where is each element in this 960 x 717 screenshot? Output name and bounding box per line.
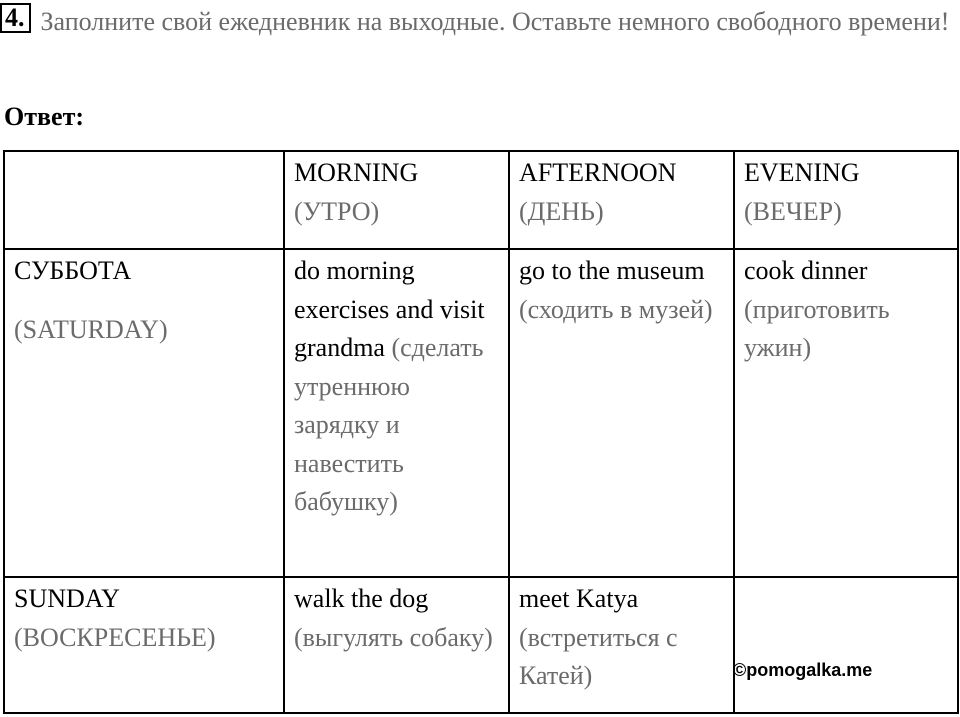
table-row-sunday [4,577,958,713]
watermark: ©pomogalka.me [733,660,873,680]
day-cell-sunday [4,577,284,713]
header-morning-ru: (УТРО) [294,196,380,226]
saturday-morning-en: do morning exercises and visit grandma [294,256,485,362]
day-cell-saturday [4,249,284,577]
cell-sunday-morning [284,577,509,713]
header-cell-evening [734,151,958,249]
task-number: 4. [0,3,31,33]
cell-sunday-afternoon [509,577,734,713]
day-saturday-ru: СУББОТА [14,256,132,285]
header-evening-en: EVENING [744,158,860,187]
sunday-afternoon-ru: (встретиться с Катей) [519,622,678,690]
day-sunday-ru: (ВОСКРЕСЕНЬЕ) [14,622,216,652]
cell-saturday-morning [284,249,509,577]
weekend-planner-table [3,150,959,714]
task-text: Заполните свой ежедневник на выходные. Оставьте немного свободного времени! [40,7,950,36]
cell-saturday-afternoon [509,249,734,577]
cell-saturday-evening [734,249,958,577]
saturday-afternoon-ru: (сходить в музей) [519,294,713,324]
header-evening-ru: (ВЕЧЕР) [744,196,842,226]
saturday-evening-ru: (приготовить ужин) [744,294,890,362]
day-saturday-en: (SATURDAY) [14,314,168,344]
header-cell-afternoon [509,151,734,249]
saturday-evening-en: cook dinner [744,256,868,285]
task-statement [0,2,958,42]
saturday-morning-ru: (сделать утреннюю зарядку и навестить бабушку) [294,333,484,516]
saturday-afternoon-en: go to the museum [519,256,705,285]
answer-label: Ответ: [4,102,85,131]
day-sunday-en: SUNDAY [14,584,120,613]
header-cell-empty [4,151,284,249]
table-row-saturday [4,249,958,577]
table-header-row [4,151,958,249]
cell-sunday-evening [734,577,958,713]
sunday-morning-en: walk the dog [294,584,429,613]
header-morning-en: MORNING [294,158,419,187]
header-cell-morning [284,151,509,249]
header-afternoon-ru: (ДЕНЬ) [519,196,604,226]
header-afternoon-en: AFTERNOON [519,158,677,187]
sunday-afternoon-en: meet Katya [519,584,639,613]
sunday-morning-ru: (выгулять собаку) [294,622,493,652]
